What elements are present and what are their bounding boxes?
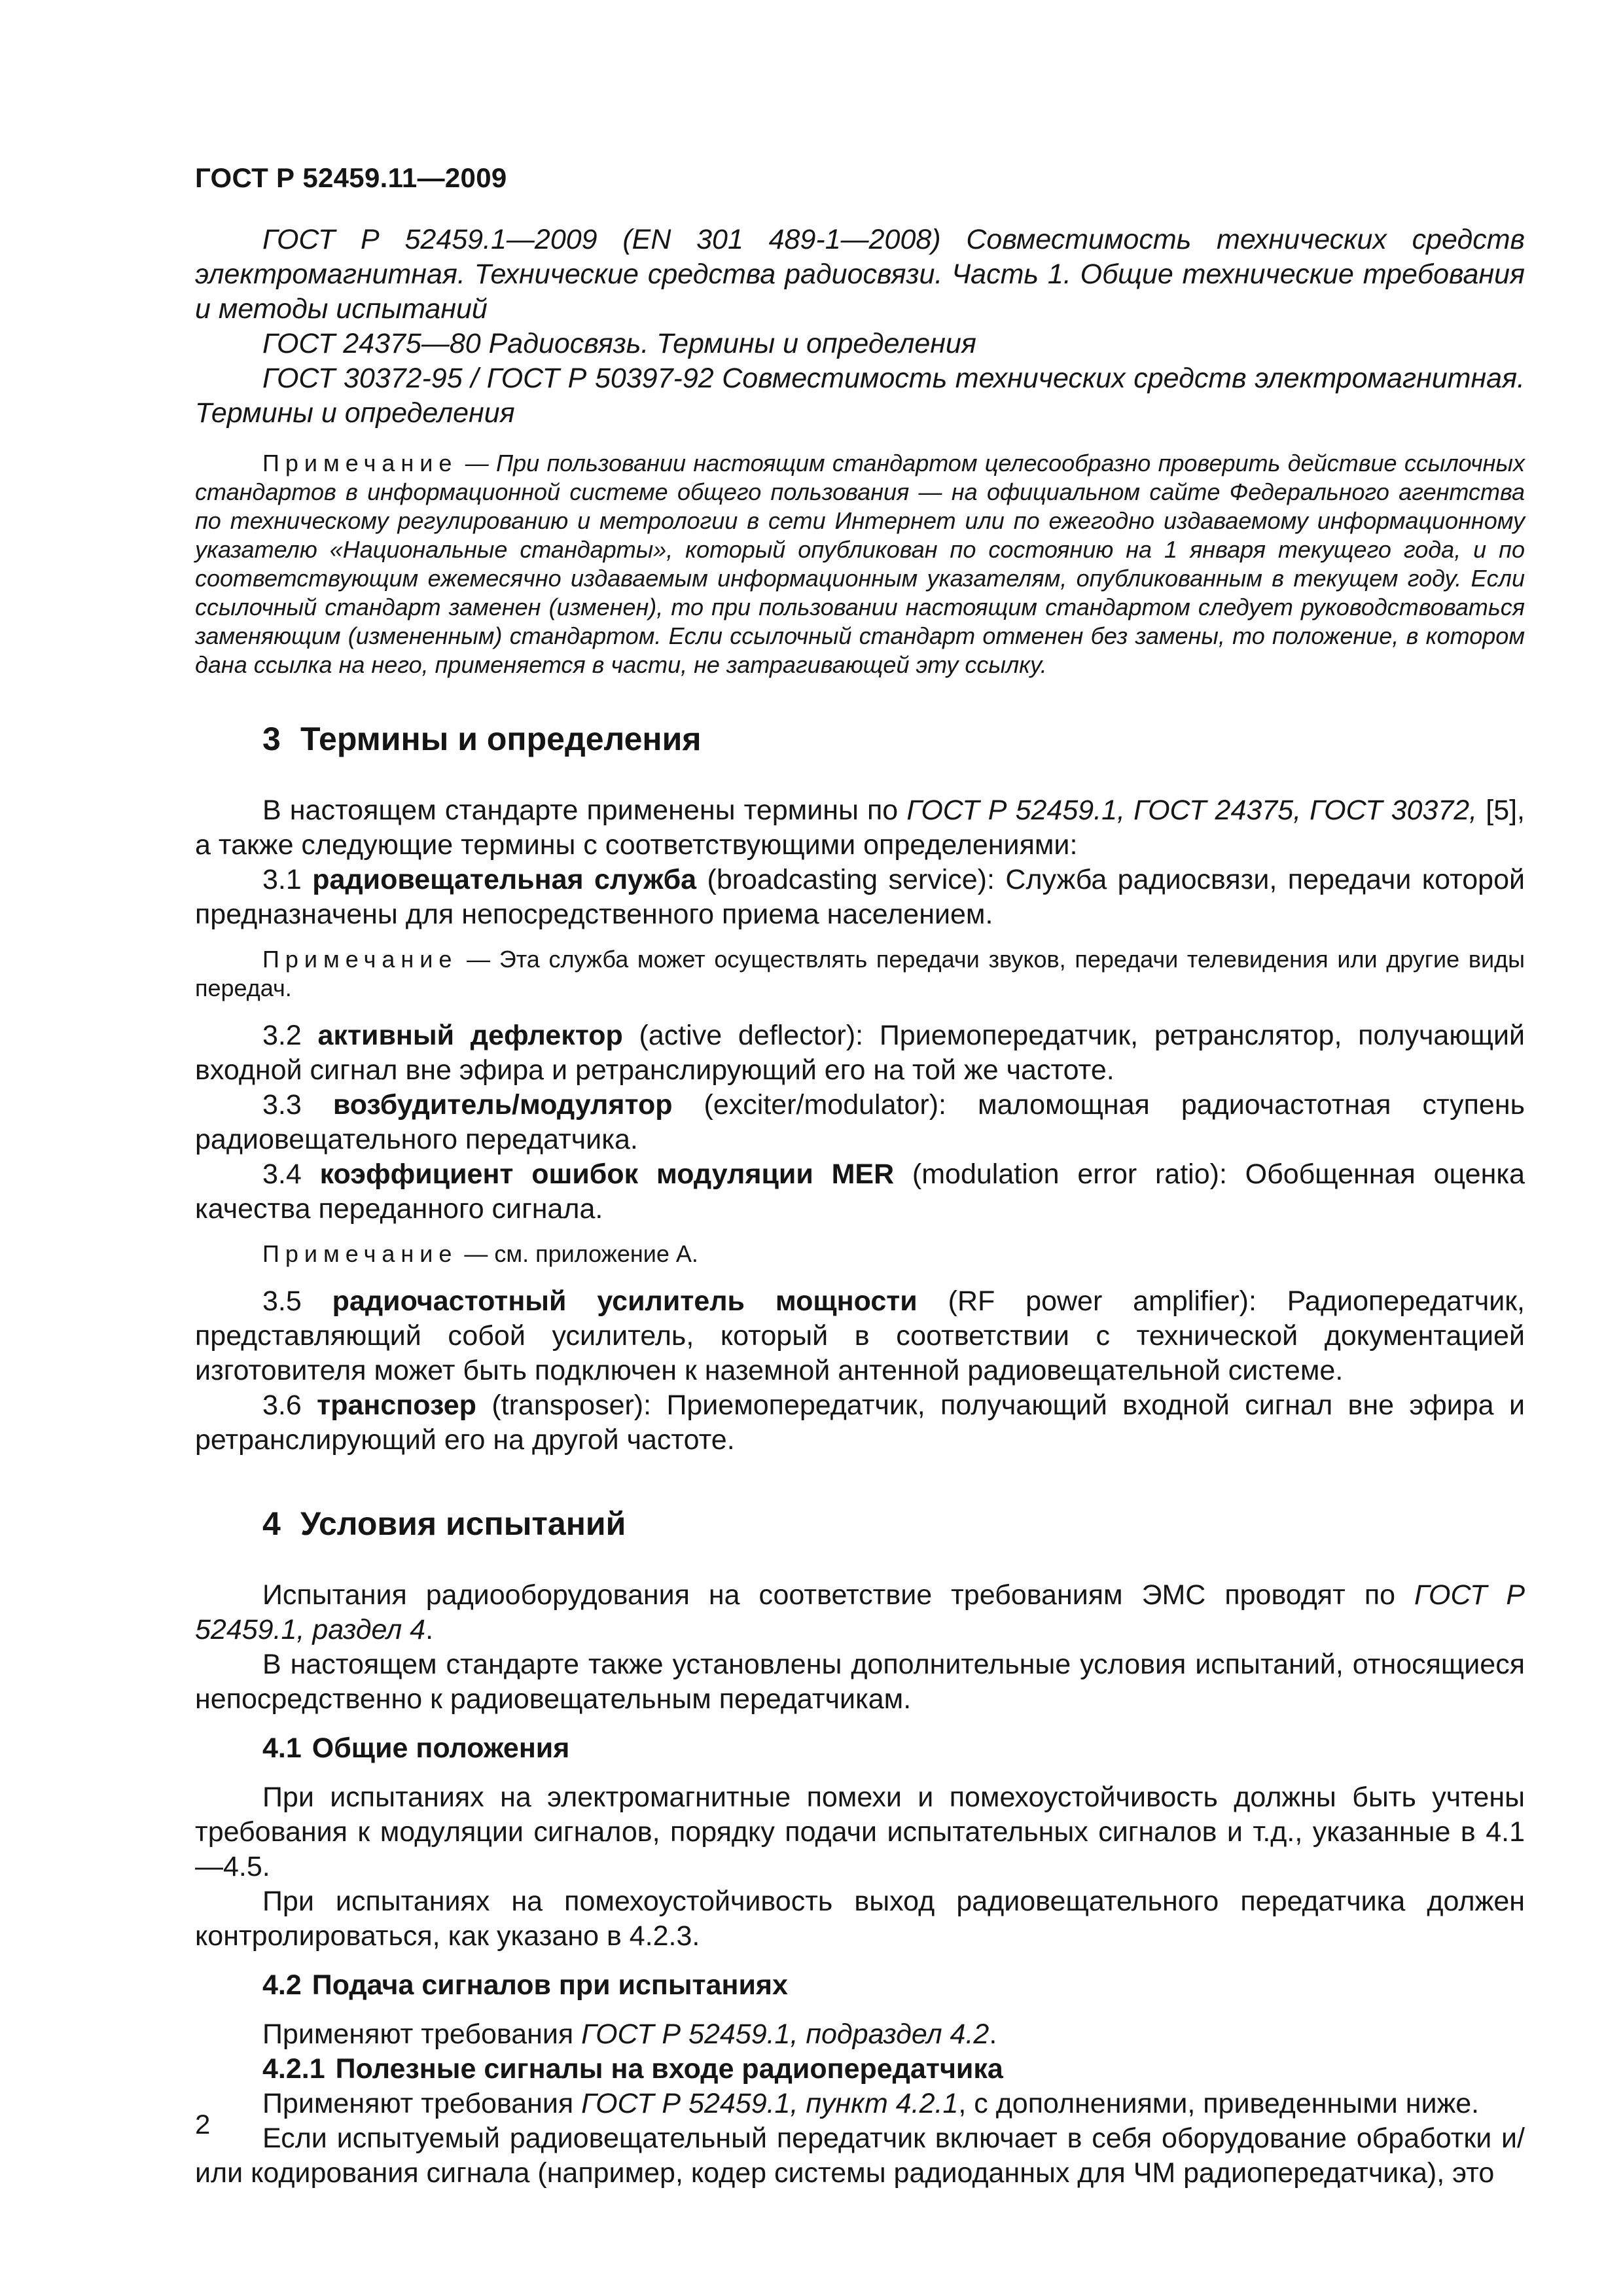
note-text: см. приложение А. (494, 1240, 698, 1267)
section-number: 3 (262, 721, 281, 757)
term-3-1-note (195, 945, 1525, 1003)
subsection-title: Общие положения (312, 1732, 570, 1764)
document-header: ГОСТ Р 52459.11—2009 (195, 162, 507, 193)
intro-text: В настоящем стандарте применены термины по (262, 795, 907, 826)
term-3-2 (195, 1018, 1525, 1088)
term-number: 3.4 (262, 1158, 320, 1190)
term-3-6 (195, 1388, 1525, 1458)
paragraph-text-end: . (425, 1614, 434, 1645)
section-3-intro (195, 793, 1525, 863)
term-number: 3.2 (262, 1020, 318, 1051)
term-number: 3.5 (262, 1285, 332, 1317)
note-text: При пользовании настоящим стандартом целесообразно проверить действие ссылочных стандартов в информационной системе общего пользования — на официальном сайте Федерального агентства по техническому регулированию и метрологии в сети Интернет или по ежегодно издаваемому информационному указателю «Национальные стандарты», который опубликован по состоянию на 1 января текущего года, и по соответствующим ежемесячно издаваемым информационным указателям, опубликованным в текущем году. Если ссылочный стандарт заменен (изменен), то при пользовании настоящим стандартом следует руководствоваться заменяющим (измененным) стандартом. Если ссылочный стандарт отменен без замены, то положение, в котором дана ссылка на него, применяется в части, не затрагивающей эту ссылку. (195, 450, 1525, 678)
subsection-4-1-paragraph: При испытаниях на электромагнитные помехи и помехоустойчивость должны быть учтены требования к модуляции сигналов, порядку подачи испытательных сигналов и т.д., указанные в 4.1—4.5. (195, 1782, 1525, 1882)
term-number: 3.3 (262, 1089, 333, 1121)
note-text: Эта служба может осуществлять передачи звуков, передачи телевидения или другие виды передач. (195, 946, 1525, 1001)
paragraph-text-end: . (989, 2018, 997, 2050)
term-name: транспозер (317, 1390, 476, 1421)
subsection-4-1-heading (262, 1731, 1525, 1766)
note-dash: — (457, 450, 497, 476)
term-3-5 (195, 1284, 1525, 1388)
term-definition: (exciter/modulator): маломощная радиочастотная ступень радиовещательного передатчика. (195, 1089, 1525, 1155)
term-3-3 (195, 1088, 1525, 1157)
subsection-4-2-paragraph (195, 2017, 1525, 2052)
subsection-4-2-heading (262, 1968, 1525, 2003)
term-definition: (modulation error ratio): Обобщенная оценка качества переданного сигнала. (195, 1158, 1525, 1225)
paragraph-text: Испытания радиооборудования на соответствие требованиям ЭМС проводят по (262, 1579, 1415, 1611)
term-definition: (transposer): Приемопередатчик, получающий входной сигнал вне эфира и ретранслирующий его на другой частоте. (195, 1390, 1525, 1456)
term-name: коэффициент ошибок модуляции MER (319, 1158, 895, 1190)
subsection-number: 4.2.1 (262, 2053, 325, 2085)
paragraph-text: Применяют требования (262, 2088, 582, 2119)
term-name: радиочастотный усилитель мощности (332, 1285, 918, 1317)
term-name: радиовещательная служба (312, 864, 697, 895)
section-title: Термины и определения (300, 721, 702, 757)
section-4-paragraph: В настоящем стандарте также установлены дополнительные условия испытаний, относящиеся непосредственно к радиовещательным передатчикам. (195, 1649, 1525, 1715)
subsection-number: 4.2 (262, 1969, 302, 2001)
paragraph-reference: ГОСТ Р 52459.1, раздел 4 (195, 1579, 1525, 1645)
paragraph-text-end: , с дополнениями, приведенными ниже. (958, 2088, 1480, 2119)
paragraph-text: Применяют требования (262, 2018, 582, 2050)
term-3-4 (195, 1157, 1525, 1227)
term-definition: (active deflector): Приемопередатчик, ретранслятор, получающий входной сигнал вне эфира и ретранслирующий его на той же частоте. (195, 1020, 1525, 1086)
term-name: возбудитель/модулятор (332, 1089, 673, 1121)
section-number: 4 (262, 1505, 281, 1542)
term-definition: (broadcasting service): Служба радиосвязи, передачи которой предназначены для непосредственного приема населением. (195, 864, 1525, 930)
intro-references: ГОСТ Р 52459.1, ГОСТ 24375, ГОСТ 30372, (906, 795, 1478, 826)
term-3-4-note (195, 1240, 1525, 1268)
section-4-heading (262, 1505, 1525, 1543)
term-number: 3.6 (262, 1390, 317, 1421)
section-4-paragraph (195, 1578, 1525, 1647)
paragraph-reference: ГОСТ Р 52459.1, пункт 4.2.1 (581, 2088, 959, 2119)
subsection-4-2-1-paragraph: Если испытуемый радиовещательный передатчик включает в себя оборудование обработки и/или кодирования сигнала (например, кодер системы радиоданных для ЧМ радиопередатчика), это (195, 2123, 1525, 2189)
note-label: Примечание (262, 946, 458, 973)
subsection-number: 4.1 (262, 1732, 302, 1764)
reference-item: ГОСТ Р 52459.1—2009 (EN 301 489-1—2008) Совместимость технических средств электромагнитная. Технические средства радиосвязи. Часть 1. Общие технические требования и методы испытаний (195, 224, 1525, 325)
section-title: Условия испытаний (300, 1505, 626, 1542)
term-definition: (RF power amplifier): Радиопередатчик, представляющий собой усилитель, который в соответствии с технической документацией изготовителя может быть подключен к наземной антенной радиовещательной системе. (195, 1285, 1525, 1386)
note-label: Примечание (262, 450, 458, 476)
subsection-title: Подача сигналов при испытаниях (312, 1969, 788, 2001)
section-3-heading (262, 720, 1525, 758)
paragraph-reference: ГОСТ Р 52459.1, подраздел 4.2 (581, 2018, 990, 2050)
subsection-4-2-1-heading (262, 2052, 1525, 2087)
references-note (195, 449, 1525, 679)
note-label: Примечание (262, 1240, 458, 1267)
term-number: 3.1 (262, 864, 313, 895)
subsection-title: Полезные сигналы на входе радиопередатчика (335, 2053, 1003, 2085)
term-name: активный дефлектор (317, 1020, 623, 1051)
reference-item: ГОСТ 30372-95 / ГОСТ Р 50397-92 Совместимость технических средств электромагнитная. Термины и определения (195, 363, 1525, 429)
note-dash: — (457, 946, 499, 973)
intro-text-end: [5], а также следующие термины с соответствующими определениями: (195, 795, 1525, 861)
page-content (195, 223, 1525, 2191)
note-dash: — (457, 1240, 495, 1267)
subsection-4-1-paragraph: При испытаниях на помехоустойчивость выход радиовещательного передатчика должен контролироваться, как указано в 4.2.3. (195, 1886, 1525, 1952)
term-3-1 (195, 863, 1525, 932)
subsection-4-2-1-paragraph (195, 2087, 1525, 2121)
reference-item: ГОСТ 24375—80 Радиосвязь. Термины и определения (262, 328, 976, 359)
page-number: 2 (195, 2109, 211, 2140)
